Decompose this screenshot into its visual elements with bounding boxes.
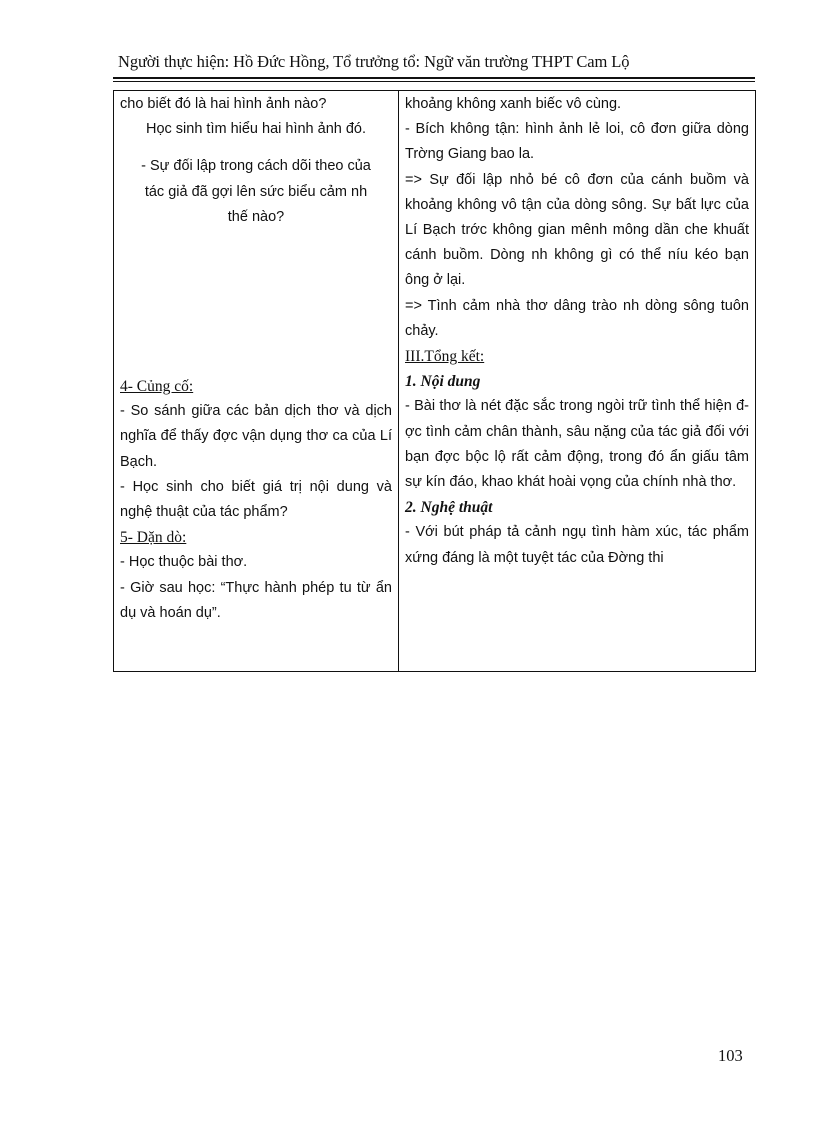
noidung-heading: 1. Nội dung (405, 373, 481, 391)
cungco-paragraph-2: - Học sinh cho biết giá trị nội dung và nghệ thuật của tác phẩm? (120, 478, 392, 521)
danndo-paragraph-2: - Giờ sau học: “Thực hành phép tu từ ẩn dụ và hoán dụ”. (120, 579, 392, 621)
nghethuat-heading: 2. Nghệ thuật (405, 499, 493, 517)
question-line-1: cho biết đó là hai hình ảnh nào? (120, 96, 327, 112)
table-row (114, 91, 756, 672)
header-rule-thin (113, 81, 755, 82)
content-paragraph-1: khoảng không xanh biếc vô cùng. (405, 96, 622, 112)
cungco-paragraph-1: - So sánh giữa các bản dịch thơ và dịch nghĩa để thấy đợc vận dụng thơ ca của Lí Bạch. (120, 403, 392, 470)
question-line-2: Học sinh tìm hiểu hai hình ảnh đó. (145, 121, 367, 138)
question-line-3: - Sự đối lập trong cách dõi theo của (141, 158, 371, 175)
content-paragraph-3: => Sự đối lập nhỏ bé cô đơn của cánh buồm và khoảng không vô tận của dòng sông. Sự bất lực của Lí Bạch trớc không gian mênh mông dần che khuất cánh buồm. Dòng nh không gì có thể níu kéo bạn ông ở lại. (405, 171, 749, 289)
right-column-cell (399, 91, 756, 672)
left-column-cell (114, 91, 399, 672)
lesson-table (113, 90, 756, 672)
spacer (120, 142, 392, 154)
danndo-paragraph-1: - Học thuộc bài thơ. (120, 554, 248, 571)
header-rule-thick (113, 77, 755, 79)
page-number: 103 (718, 1046, 743, 1065)
content-paragraph-2: - Bích không tận: hình ảnh lẻ loi, cô đơn giữa dòng Trờng Giang bao la. (405, 121, 749, 163)
noidung-paragraph: - Bài thơ là nét đặc sắc trong ngòi trữ tình thể hiện đợc tình cảm chân thành, sâu nặng của tác giả đối với bạn đợc bộc lộ rất cảm động, trong đó ẩn giấu tâm sự kín đáo, khao khát hoài vọng của chính nhà thơ. (405, 398, 749, 491)
nghethuat-paragraph: - Với bút pháp tả cảnh ngụ tình hàm xúc, tác phẩm xứng đáng là một tuyệt tác của Đờng thi (405, 524, 749, 566)
content-paragraph-4: => Tình cảm nhà thơ dâng trào nh dòng sông tuôn chảy. (405, 297, 749, 339)
question-line-5: thế nào? (227, 208, 285, 225)
danndo-heading: 5- Dặn dò: (120, 529, 187, 547)
page-header: Người thực hiện: Hồ Đức Hồng, Tổ trưởng tổ: Ngữ văn trường THPT Cam Lộ (118, 52, 630, 71)
tongket-heading: III.Tổng kết: (405, 348, 485, 366)
cungco-heading: 4- Củng cố: (120, 378, 194, 396)
question-line-4: tác giả đã gợi lên sức biểu cảm nh (144, 183, 368, 200)
spacer (120, 230, 392, 374)
